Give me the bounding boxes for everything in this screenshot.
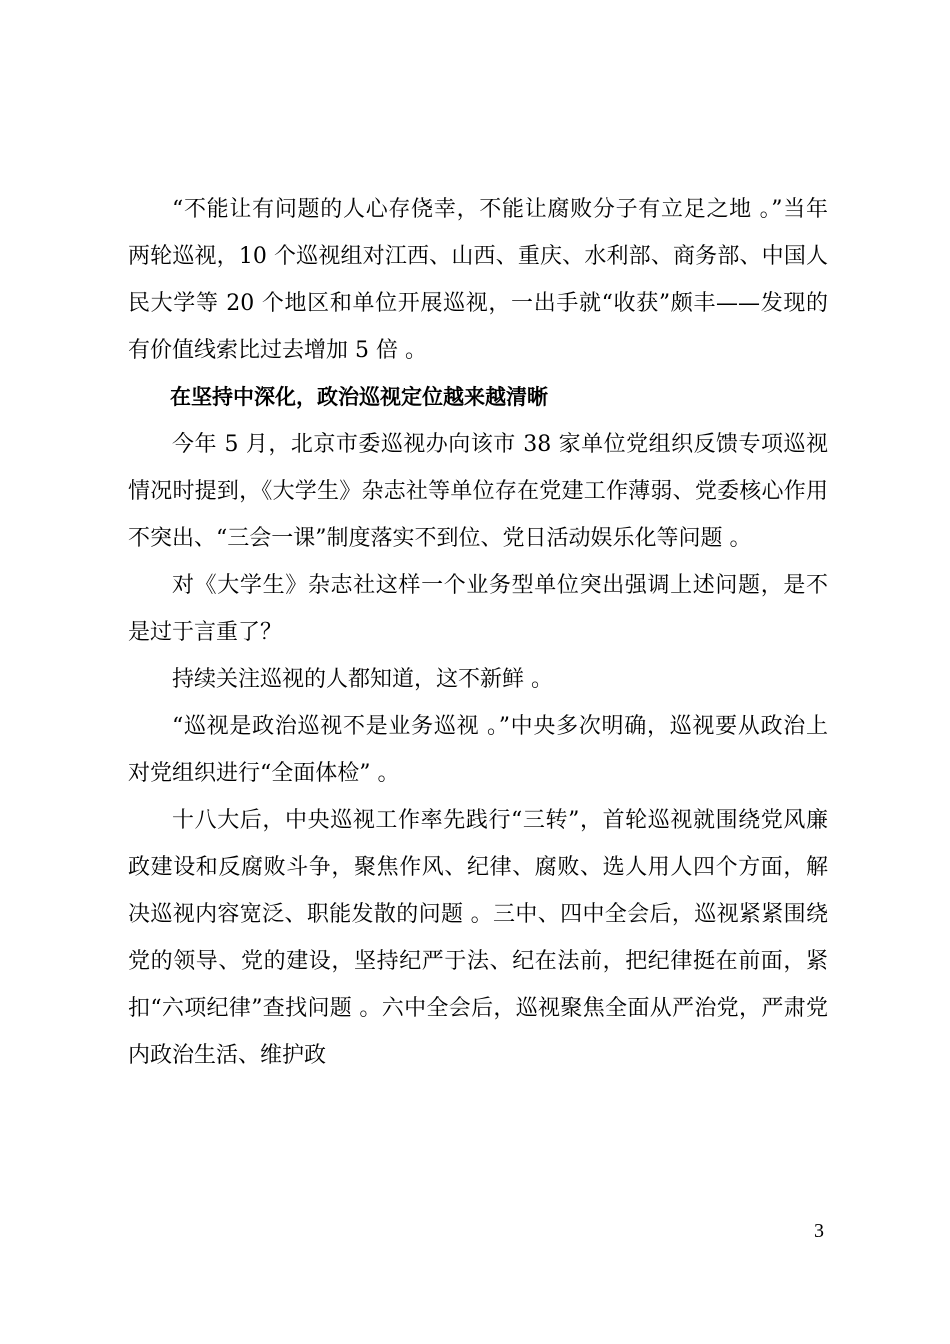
document-body [128,186,828,1079]
paragraph-3: 对《大学生》杂志社这样一个业务型单位突出强调上述问题，是不是过于言重了？ [128,573,828,645]
paragraph-6: 十八大后，中央巡视工作率先践行“三转”，首轮巡视就围绕党风廉政建设和反腐败斗争，聚焦作风、纪律、腐败、选人用人四个方面，解决巡视内容宽泛、职能发散的问题 。三中、四中全会后，巡视紧紧围绕党的领导、党的建设，坚持纪严于法、纪在法前，把纪律挺在前面，紧扣“六项纪律”查找问题 。六中全会后，巡视聚焦全面从严治党，严肃党内政治生活、维护政 [128,808,828,1068]
section-heading: 在坚持中深化，政治巡视定位越来越清晰 [170,385,548,409]
paragraph-4: 持续关注巡视的人都知道，这不新鲜 。 [172,667,553,692]
page-number: 3 [814,1220,824,1242]
paragraph-5: “巡视是政治巡视不是业务巡视 。”中央多次明确，巡视要从政治上对党组织进行“全面体检” 。 [128,714,828,786]
paragraph-1: “不能让有问题的人心存侥幸，不能让腐败分子有立足之地 。”当年两轮巡视，10 个巡视组对江西、山西、重庆、水利部、商务部、中国人民大学等 20 个地区和单位开展巡视，一出手就“收获”颇丰——发现的有价值线索比过去增加 5 倍 。 [128,197,828,363]
paragraph-2: 今年 5 月，北京市委巡视办向该市 38 家单位党组织反馈专项巡视情况时提到，《大学生》杂志社等单位存在党建工作薄弱、党委核心作用不突出、“三会一课”制度落实不到位、党日活动娱乐化等问题 。 [128,432,828,551]
